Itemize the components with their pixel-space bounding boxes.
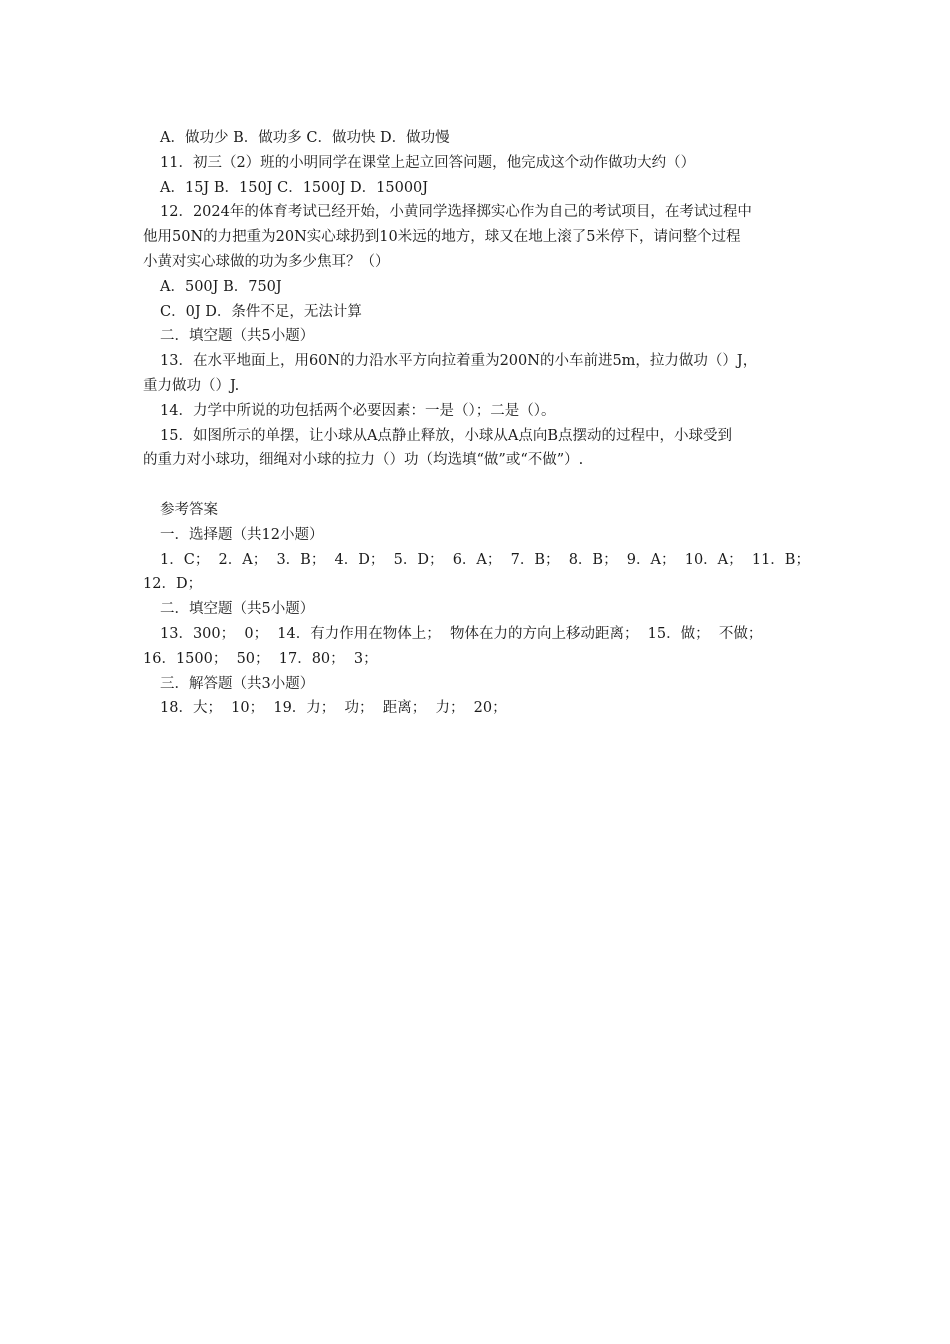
q11-stem: 11．初三（2）班的小明同学在课堂上起立回答问题，他完成这个动作做功大约（）: [160, 154, 696, 171]
document-content: [143, 126, 808, 721]
section-fill-title: 二．填空题（共5小题）: [160, 328, 315, 345]
q12-stem-line2: 他用50N的力把重为20N实心球扔到10米远的地方，球又在地上滚了5米停下，请问整个过程: [143, 229, 741, 246]
spacer: [143, 473, 808, 498]
q15-line1: 15．如图所示的单摆，让小球从A点静止释放，小球从A点向B点摆动的过程中，小球受到: [160, 427, 733, 444]
q10-options: A．做功少 B．做功多 C．做功快 D．做功慢: [160, 130, 450, 146]
answers-solve-title: 三．解答题（共3小题）: [160, 675, 315, 692]
q14: 14．力学中所说的功包括两个必要因素：一是（）；二是（）。: [160, 402, 556, 419]
q12-options-line1: A．500J B．750J: [160, 278, 282, 295]
answers-choice-line2: 12．D；: [143, 576, 203, 593]
q13-line1: 13．在水平地面上，用60N的力沿水平方向拉着重为200N的小车前进5m，拉力做功（）J，: [160, 353, 758, 370]
q12-stem-line1: 12．2024年的体育考试已经开始，小黄同学选择掷实心作为自己的考试项目，在考试过程中: [160, 204, 752, 221]
q12-options-line2: C．0J D．条件不足，无法计算: [160, 303, 362, 320]
answers-solve-line1: 18．大； 10； 19．力； 功； 距离； 力； 20；: [160, 700, 507, 717]
answers-title: 参考答案: [160, 501, 218, 518]
answers-choice-title: 一．选择题（共12小题）: [160, 526, 324, 543]
answers-fill-line1: 13．300； 0； 14．有力作用在物体上； 物体在力的方向上移动距离； 15．做； 不做；: [160, 625, 763, 642]
answers-fill-line2: 16．1500； 50； 17．80； 3；: [143, 650, 378, 667]
answers-fill-title: 二．填空题（共5小题）: [160, 601, 315, 618]
answers-choice-line1: 1．C； 2．A； 3．B； 4．D； 5．D； 6．A； 7．B； 8．B； 9．A； 10．A； 11．B；: [160, 551, 810, 568]
q15-line2: 的重力对小球功，细绳对小球的拉力（）功（均选填“做”或“不做”）.: [143, 452, 584, 469]
q13-line2: 重力做功（）J.: [143, 377, 240, 394]
q11-options: A．15J B．150J C．1500J D．15000J: [160, 179, 429, 196]
q12-stem-line3: 小黄对实心球做的功为多少焦耳？（）: [143, 253, 390, 270]
